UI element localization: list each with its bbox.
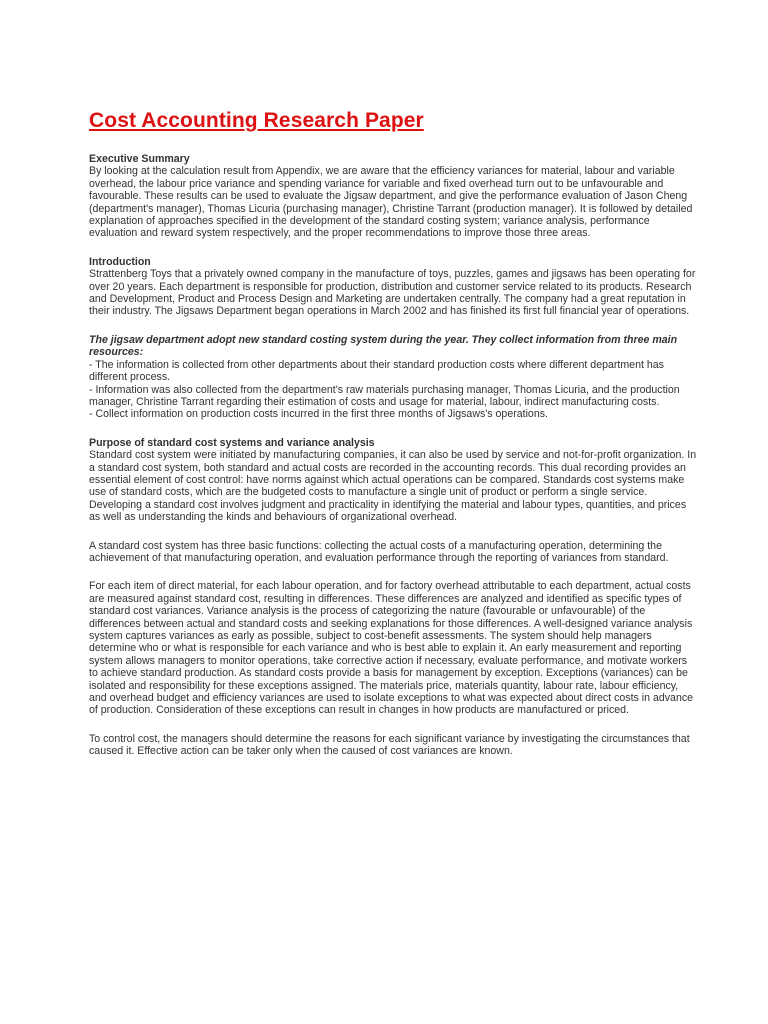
purpose-paragraph-4: To control cost, the managers should determine the reasons for each significant variance by investigating the circumstances that caused it. Effective action can be taker only when the caused of cost variances are known. bbox=[89, 732, 690, 758]
list-item: - Information was also collected from the department's raw materials purchasing manager, Thomas Licuria, and the production manager, Christine Tarrant regarding their estimation of costs and usage for material, labour, indirect manufacturing costs. bbox=[89, 383, 680, 408]
executive-summary-body: By looking at the calculation result from Appendix, we are aware that the efficiency variances for material, labour and variable overhead, the labour price variance and spending variance for variable and fixed overhead turn out to be unfavourable and favourable. These results can be used to evaluate the Jigsaw department, and give the performance evaluation of Jason Cheng (department's manager), Thomas Licuria (purchasing manager), Christine Tarrant (production manager). It is followed by detailed explanation of approaches specified in the development of the standard costing system; variance analysis, performance evaluation and reward system respectively, and the proper recommendations to improve those three areas. bbox=[89, 165, 693, 240]
executive-summary-section bbox=[89, 153, 698, 240]
purpose-paragraph-1: Standard cost system were initiated by manufacturing companies, it can also be used by service and not-for-profit organization. In a standard cost system, both standard and actual costs are recorded in the accounting records. This dual recording provides an essential element of cost control: have norms against which actual operations can be compared. Standards cost systems make use of standard costs, which are the budgeted costs to manufacture a single unit of product or perform a single service. Developing a standard cost involves judgment and practicality in identifying the material and labour types, quantities, and prices as well as understanding the kinds and behaviours of organizational overhead. bbox=[89, 449, 697, 524]
purpose-paragraph-3: For each item of direct material, for each labour operation, and for factory overhead attributable to each department, actual costs are measured against standard cost, resulting in differences. These differences are analyzed and identified as specific types of standard cost variances. Variance analysis is the process of categorizing the nature (favourable or unfavourable) of the differences between actual and standard costs and seeking explanations for those differences. A well-designed variance analysis system captures variances as early as possible, subject to cost-benefit assessments. The system should help managers determine who or what is responsible for each variance and who is best able to explain it. An early measurement and reporting system allows managers to monitor operations, take corrective action if necessary, evaluate performance, and motivate workers to achieve standard production. As standard costs provide a basis for management by exception. Exceptions (variances) can be isolated and responsibility for these exceptions assigned. The materials price, materials quantity, labour rate, labour efficiency, and overhead budget and efficiency variances are used to isolate exceptions to what was expected about direct costs in advance of production. Consideration of these exceptions can result in changes in how products are manufactured or priced. bbox=[89, 580, 694, 717]
executive-summary-heading: Executive Summary bbox=[89, 153, 190, 165]
list-item: - Collect information on production costs incurred in the first three months of Jigsaws's operations. bbox=[89, 408, 548, 421]
purpose-heading: Purpose of standard cost systems and variance analysis bbox=[89, 436, 375, 449]
introduction-body: Strattenberg Toys that a privately owned company in the manufacture of toys, puzzles, games and jigsaws has been operating for over 20 years. Each department is responsible for production, distribution and customer service related to its products. Research and Development, Product and Process Design and Marketing are undertaken centrally. The company had a great reputation in their industry. The Jigsaws Department began operations in March 2002 and has finished its first full financial year of operations. bbox=[89, 268, 696, 318]
standard-costing-heading: The jigsaw department adopt new standard costing system during the year. They collect information from three main resources: bbox=[89, 333, 678, 359]
list-item: - The information is collected from other departments about their standard production costs where different department has different process. bbox=[89, 358, 664, 384]
introduction-section bbox=[89, 256, 698, 318]
document-title: Cost Accounting Research Paper bbox=[89, 109, 424, 132]
purpose-section bbox=[89, 437, 698, 758]
standard-costing-section bbox=[89, 334, 698, 421]
introduction-heading: Introduction bbox=[89, 255, 151, 268]
purpose-paragraph-2: A standard cost system has three basic functions: collecting the actual costs of a manufacturing operation, determining the achievement of that manufacturing operation, and evaluation performance through the reporting of variances from standard. bbox=[89, 539, 669, 564]
